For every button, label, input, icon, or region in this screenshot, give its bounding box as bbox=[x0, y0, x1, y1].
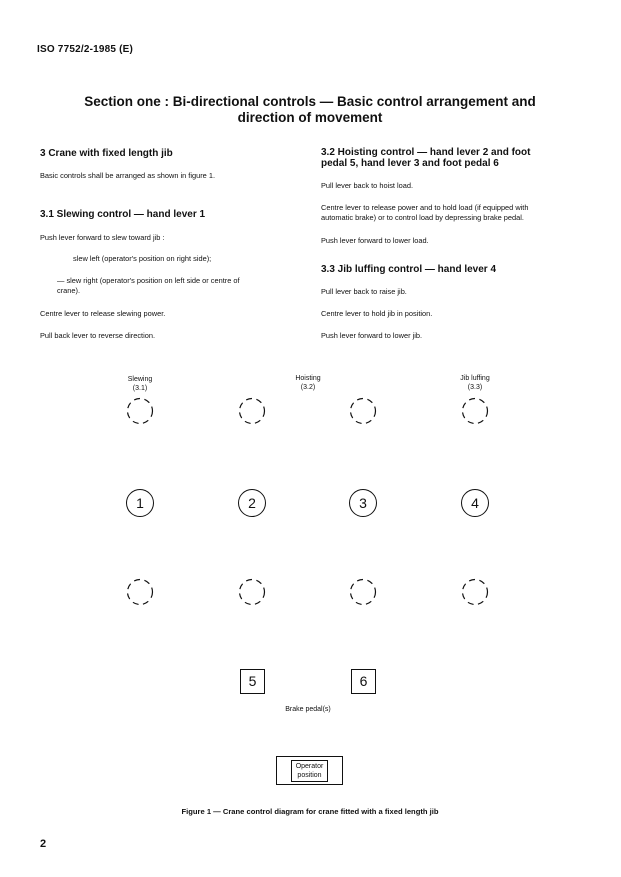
heading-3-2-line1: 3.2 Hoisting control — hand lever 2 and foot bbox=[321, 147, 531, 158]
dashed-position-circle-3-back bbox=[348, 577, 378, 607]
heading-3-2-line2: pedal 5, hand lever 3 and foot pedal 6 bbox=[321, 158, 499, 169]
heading-3-3: 3.3 Jib luffing control — hand lever 4 bbox=[321, 264, 497, 275]
operator-position-inner bbox=[291, 760, 329, 782]
label-hoisting-ref: (3.2) bbox=[300, 384, 316, 391]
label-slewing bbox=[110, 375, 170, 393]
dashed-position-circle-4-back bbox=[460, 577, 490, 607]
lever-2-circle: 2 bbox=[238, 489, 266, 517]
para-basic-controls: Basic controls shall be arranged as shown in figure 1. bbox=[40, 171, 216, 180]
lever-3-circle: 3 bbox=[349, 489, 377, 517]
section-title-line1: Section one : Bi-directional controls — Basic control arrangement and bbox=[84, 94, 536, 109]
operator-line1: Operator bbox=[295, 762, 324, 770]
heading-3-1: 3.1 Slewing control — hand lever 1 bbox=[40, 209, 206, 220]
pedal-6-square: 6 bbox=[351, 669, 376, 694]
para-slew-right-2: crane). bbox=[57, 286, 81, 295]
label-slewing-text: Slewing bbox=[127, 376, 153, 383]
para-centre-hold-jib: Centre lever to hold jib in position. bbox=[321, 309, 433, 318]
dashed-position-circle-2-forward bbox=[237, 396, 267, 426]
label-jib-luffing-text: Jib luffing bbox=[460, 375, 490, 382]
para-centre-release-1: Centre lever to release power and to hold load (if equipped with bbox=[321, 203, 529, 212]
para-pull-back: Pull back lever to reverse direction. bbox=[40, 331, 156, 340]
label-hoisting-text: Hoisting bbox=[295, 375, 321, 382]
heading-3: 3 Crane with fixed length jib bbox=[40, 148, 173, 159]
label-hoisting bbox=[278, 374, 338, 392]
lever-1-circle: 1 bbox=[126, 489, 154, 517]
para-push-lower-jib: Push lever forward to lower jib. bbox=[321, 331, 423, 340]
operator-line2: position bbox=[297, 771, 322, 779]
para-centre-lever: Centre lever to release slewing power. bbox=[40, 309, 166, 318]
label-slewing-ref: (3.1) bbox=[132, 385, 148, 392]
para-pull-hoist: Pull lever back to hoist load. bbox=[321, 181, 414, 190]
para-push-lower-load: Push lever forward to lower load. bbox=[321, 236, 429, 245]
para-push-lever: Push lever forward to slew toward jib : bbox=[40, 233, 165, 242]
label-brake-pedals: Brake pedal(s) bbox=[285, 706, 331, 713]
dashed-position-circle-1-forward bbox=[125, 396, 155, 426]
document-id: ISO 7752/2-1985 (E) bbox=[37, 44, 134, 55]
label-jib-luffing-ref: (3.3) bbox=[467, 384, 483, 391]
section-title bbox=[40, 94, 580, 126]
dashed-position-circle-1-back bbox=[125, 577, 155, 607]
pedal-5-square: 5 bbox=[240, 669, 265, 694]
para-slew-left: slew left (operator's position on right side); bbox=[73, 254, 212, 263]
figure-caption: Figure 1 — Crane control diagram for crane fitted with a fixed length jib bbox=[181, 807, 439, 816]
dashed-position-circle-4-forward bbox=[460, 396, 490, 426]
dashed-position-circle-3-forward bbox=[348, 396, 378, 426]
para-centre-release-2: automatic brake) or to control load by depressing brake pedal. bbox=[321, 213, 524, 222]
para-slew-right-1: — slew right (operator's position on left side or centre of bbox=[57, 276, 240, 285]
page-number: 2 bbox=[40, 838, 47, 850]
para-pull-raise-jib: Pull lever back to raise jib. bbox=[321, 287, 407, 296]
section-title-line2: direction of movement bbox=[237, 110, 383, 125]
label-jib-luffing bbox=[445, 374, 505, 392]
operator-position-box bbox=[276, 756, 343, 785]
dashed-position-circle-2-back bbox=[237, 577, 267, 607]
lever-4-circle: 4 bbox=[461, 489, 489, 517]
